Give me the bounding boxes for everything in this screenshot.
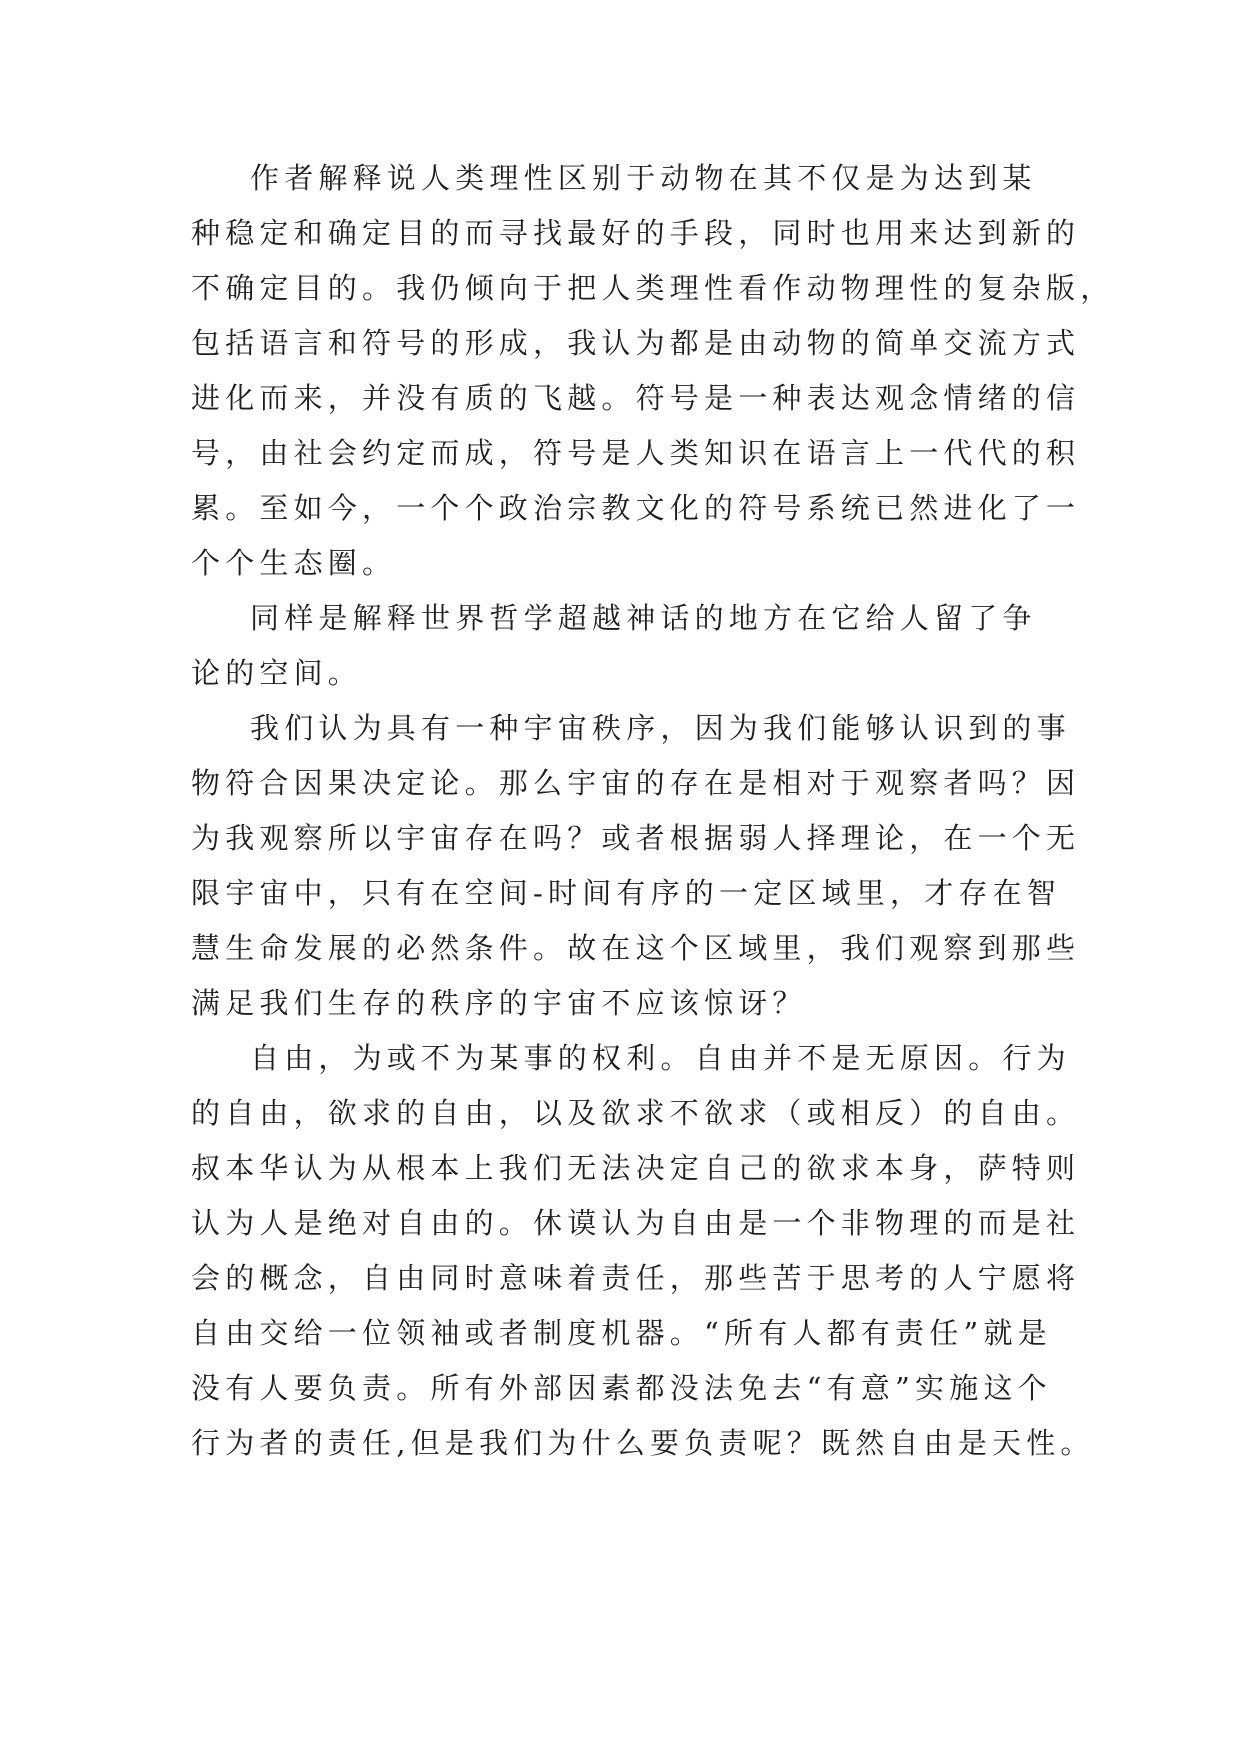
text-line: 叔本华认为从根本上我们无法决定自己的欲求本身，萨特则 bbox=[191, 1151, 1081, 1185]
text-line: 自由交给一位领袖或者制度机器。“所有人都有责任”就是 bbox=[191, 1316, 1052, 1350]
text-line: 认为人是绝对自由的。休谟认为自由是一个非物理的而是社 bbox=[191, 1206, 1081, 1240]
text-line: 包括语言和符号的形成，我认为都是由动物的简单交流方式 bbox=[191, 326, 1081, 360]
text-line: 同样是解释世界哲学超越神话的地方在它给人留了争 bbox=[250, 601, 1037, 635]
text-line: 为我观察所以宇宙存在吗？或者根据弱人择理论，在一个无 bbox=[191, 821, 1081, 855]
text-line: 作者解释说人类理性区别于动物在其不仅是为达到某 bbox=[250, 161, 1037, 195]
text-line: 满足我们生存的秩序的宇宙不应该惊讶？ bbox=[191, 986, 807, 1020]
text-line: 累。至如今，一个个政治宗教文化的符号系统已然进化了一 bbox=[191, 491, 1081, 525]
text-line: 号，由社会约定而成，符号是人类知识在语言上一代代的积 bbox=[191, 436, 1081, 470]
text-line: 慧生命发展的必然条件。故在这个区域里，我们观察到那些 bbox=[191, 931, 1081, 965]
text-line: 物符合因果决定论。那么宇宙的存在是相对于观察者吗？因 bbox=[191, 766, 1081, 800]
text-line: 的自由，欲求的自由，以及欲求不欲求（或相反）的自由。 bbox=[191, 1096, 1081, 1130]
text-line: 论的空间。 bbox=[191, 656, 363, 690]
text-line: 没有人要负责。所有外部因素都没法免去“有意”实施这个 bbox=[191, 1371, 1052, 1405]
text-line: 不确定目的。我仍倾向于把人类理性看作动物理性的复杂版， bbox=[191, 271, 1115, 305]
text-line: 我们认为具有一种宇宙秩序，因为我们能够认识到的事 bbox=[250, 711, 1071, 745]
text-line: 种稳定和确定目的而寻找最好的手段，同时也用来达到新的 bbox=[191, 216, 1081, 250]
text-line: 会的概念，自由同时意味着责任，那些苦于思考的人宁愿将 bbox=[191, 1261, 1081, 1295]
text-line: 自由，为或不为某事的权利。自由并不是无原因。行为 bbox=[250, 1041, 1071, 1075]
text-line: 限宇宙中，只有在空间-时间有序的一定区域里，才存在智 bbox=[191, 876, 1061, 910]
text-line: 个个生态圈。 bbox=[191, 546, 397, 580]
text-line: 行为者的责任,但是我们为什么要负责呢？既然自由是天性。 bbox=[191, 1426, 1095, 1460]
text-line: 进化而来，并没有质的飞越。符号是一种表达观念情绪的信 bbox=[191, 381, 1081, 415]
